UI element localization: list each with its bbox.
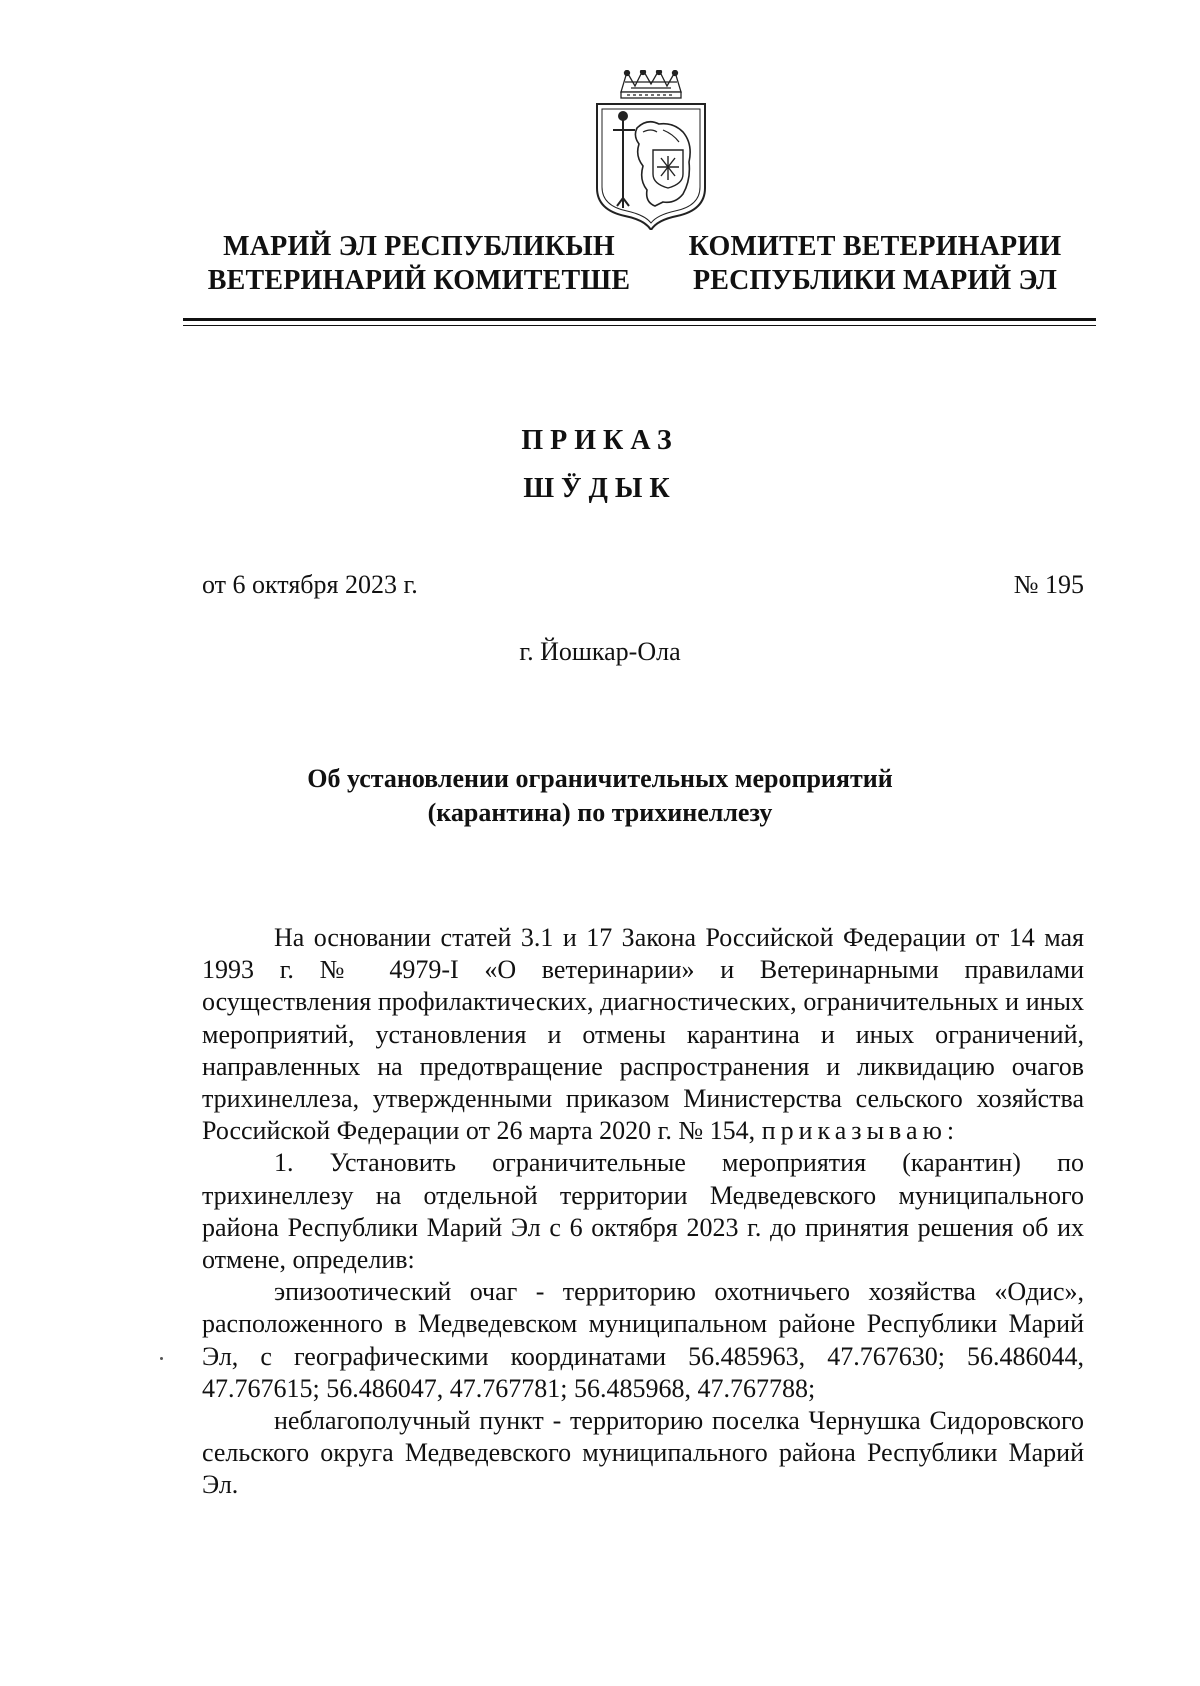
coat-of-arms-emblem xyxy=(593,70,709,230)
subject-line2: (карантина) по трихинеллезу xyxy=(427,798,773,827)
header-left-line2: ВЕТЕРИНАРИЙ КОМИТЕТШЕ xyxy=(207,265,631,296)
coat-of-arms-icon xyxy=(593,70,709,230)
header-right-russian xyxy=(688,230,1062,298)
header-rule-thick xyxy=(183,318,1096,321)
order-word: приказываю: xyxy=(761,1116,960,1146)
document-subject xyxy=(0,762,1200,830)
basis-text: На основании статей 3.1 и 17 Закона Российской Федерации от 14 мая 1993 г. № 4979-I «О ветеринарии» и Ветеринарными правилами осуществления профилактических, диагностических, ограничительных и иных мероприятий, установления и отмены карантина и иных ограничений, направленных на предотвращение распространения и ликвидацию очагов трихинеллеза, утвержденными приказом Министерства сельского хозяйства Российской Федерации от 26 марта 2020 г. № 154, xyxy=(202,923,1084,1146)
document-body xyxy=(202,922,1084,1502)
header-left-line1: МАРИЙ ЭЛ РЕСПУБЛИКЫН xyxy=(223,231,615,262)
document-number: № 195 xyxy=(1013,570,1084,599)
body-paragraph-basis xyxy=(202,922,1084,1147)
header-rule-thin xyxy=(183,325,1096,326)
body-paragraph-point: неблагополучный пункт - территорию поселка Чернушка Сидоровского сельского округа Медведевского муниципального района Республики Марий Эл. xyxy=(202,1406,1084,1500)
header-right-line2: РЕСПУБЛИКИ МАРИЙ ЭЛ xyxy=(692,265,1058,296)
document-date: от 6 октября 2023 г. xyxy=(202,570,418,599)
subject-line1: Об установлении ограничительных мероприятий xyxy=(307,764,893,793)
document-city: г. Йошкар-Ола xyxy=(519,637,681,666)
scan-speck xyxy=(160,1357,163,1360)
header-right-line1: КОМИТЕТ ВЕТЕРИНАРИИ xyxy=(688,231,1062,262)
document-title-mari: ШӰДЫК xyxy=(523,473,677,504)
body-paragraph-focus: эпизоотический очаг - территорию охотничьего хозяйства «Одис», расположенного в Медведевском муниципальном районе Республики Марий Эл, с географическими координатами 56.485963, 47.767630; 56.486044, 47.767615; 56.486047, 47.767781; 56.485968, 47.767788; xyxy=(202,1277,1084,1403)
header-left-mari xyxy=(204,230,634,298)
body-paragraph-item-1: 1. Установить ограничительные мероприятия (карантин) по трихинеллезу на отдельной территории Медведевского муниципального района Республики Марий Эл с 6 октября 2023 г. до принятия решения об их отмене, определив: xyxy=(202,1148,1084,1275)
document-title: ПРИКАЗ xyxy=(521,425,679,456)
